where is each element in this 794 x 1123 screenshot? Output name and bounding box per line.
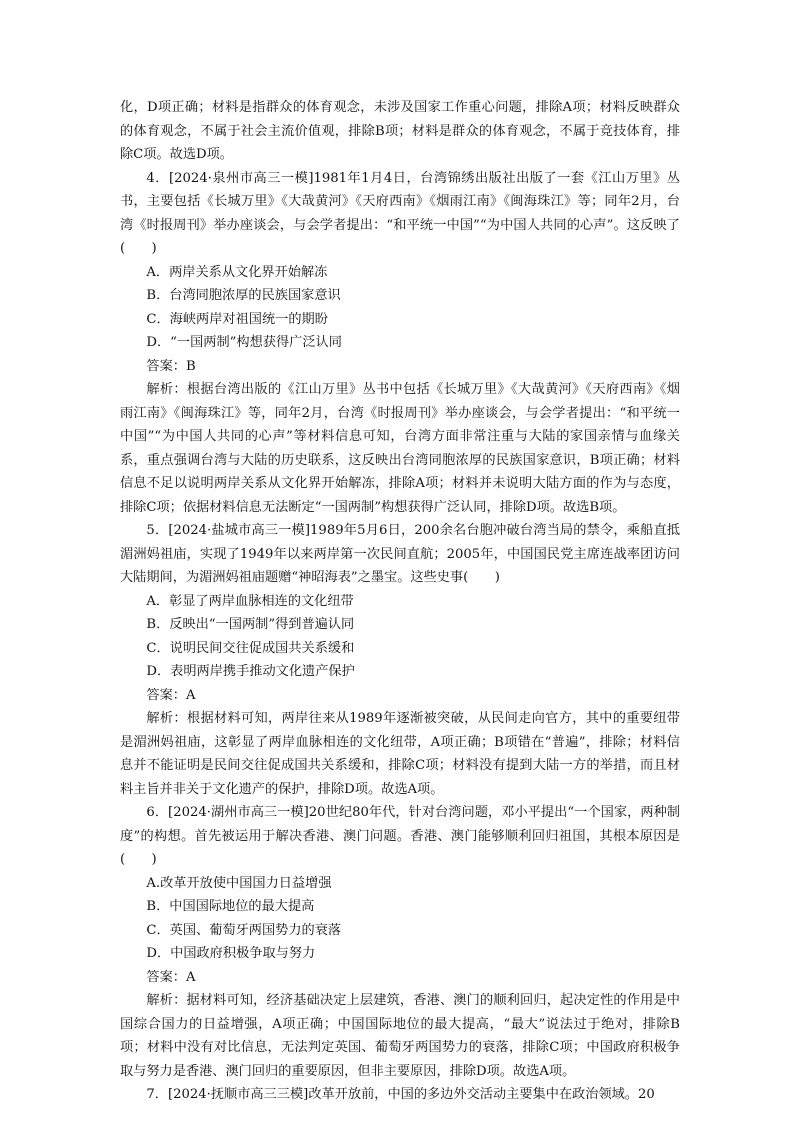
- question-stem: 4．[2024·泉州市高三一模]1981年1月4日，台湾锦绣出版社出版了一套《江山万里》丛书，主要包括《长城万里》《大哉黄河》《天府西南》《烟雨江南》《闽海珠江》等；同年2月，台湾《时报周刊》举办座谈会，与会学者提出：“和平统一中国”“为中国人共同的心声”。这反映了( ): [120, 170, 680, 256]
- question-stem: 5．[2024·盐城市高三一模]1989年5月6日，200余名台胞冲破台湾当局的禁令，乘船直抵湄洲妈祖庙，实现了1949年以来两岸第一次民间直航；2005年，中国国民党主席连战率团访问大陆期间，为湄洲妈祖庙题赠“神昭海表”之墨宝。这些史事( ): [120, 523, 680, 585]
- analysis-paragraph: 解析：根据材料可知，两岸往来从1989年逐渐被突破，从民间走向官方，其中的重要纽带是湄洲妈祖庙，这彰显了两岸血脉相连的文化纽带，A项正确；B项错在“普遍”，排除；材料信息并不能证明是民间交往促成国共关系缓和，排除C项；材料没有提到大陆一方的举措，而且材料主旨并非关于文化遗产的保护，排除D项。故选A项。: [120, 711, 680, 797]
- option-b: B．台湾同胞浓厚的民族国家意识: [146, 288, 341, 303]
- option-a: A．两岸关系从文化界开始解冻: [146, 264, 328, 280]
- question-7-stem: 7．[2024·抚顺市高三三模]改革开放前，中国的多边外交活动主要集中在政治领域。20: [146, 1087, 655, 1102]
- analysis-paragraph: 解析：根据台湾出版的《江山万里》丛书中包括《长城万里》《大哉黄河》《天府西南》《烟雨江南》《闽海珠江》等，同年2月，台湾《时报周刊》举办座谈会，与会学者提出：“和平统一中国”“为中国人共同的心声”等材料信息可知，台湾方面非常注重与大陆的家国亲情与血缘关系，重点强调台湾与大陆的历史联系，这反映出台湾同胞浓厚的民族国家意识，B项正确；材料信息不足以说明两岸关系从文化界开始解冻，排除A项；材料并未说明大陆方面的作为与态度，排除C项；依据材料信息无法断定“一国两制”构想获得广泛认同，排除D项。故选B项。: [120, 382, 680, 515]
- document-content: [120, 96, 680, 1107]
- analysis-paragraph: 解析：据材料可知，经济基础决定上层建筑，香港、澳门的顺利回归，起决定性的作用是中国综合国力的日益增强，A项正确；中国国际地位的最大提高，“最大”说法过于绝对，排除B项；材料中没有对比信息，无法判定英国、葡萄牙两国势力的衰落，排除C项；中国政府积极争取与努力是香港、澳门回归的重要原因，但非主要原因，排除D项。故选A项。: [120, 993, 680, 1079]
- option-d: D．“一国两制”构想获得广泛认同: [146, 335, 342, 350]
- option-c: C．英国、葡萄牙两国势力的衰落: [146, 922, 342, 938]
- option-b: B．中国国际地位的最大提高: [146, 899, 315, 914]
- continuation-paragraph: 化，D项正确；材料是指群众的体育观念，未涉及国家工作重心问题，排除A项；材料反映群众的体育观念，不属于社会主流价值观，排除B项；材料是群众的体育观念，不属于竞技体育，排除C项。故选D项。: [120, 100, 680, 162]
- answer-line: 答案：B: [146, 358, 196, 374]
- answer-line: 答案：A: [146, 687, 196, 703]
- option-a: A．彰显了两岸血脉相连的文化纽带: [146, 593, 354, 609]
- option-c: C．说明民间交往促成国共关系缓和: [146, 640, 355, 656]
- question-stem: 6．[2024·湖州市高三一模]20世纪80年代，针对台湾问题，邓小平提出“一个国家，两种制度”的构想。首先被运用于解决香港、澳门问题。香港、澳门能够顺利回归祖国，其根本原因是( ): [120, 805, 680, 867]
- option-d: D．中国政府积极争取与努力: [146, 946, 316, 961]
- option-d: D．表明两岸携手推动文化遗产保护: [146, 664, 355, 679]
- question-4: [120, 167, 680, 520]
- option-c: C．海峡两岸对祖国统一的期盼: [146, 311, 328, 327]
- answer-line: 答案：A: [146, 969, 196, 985]
- question-6: [120, 801, 680, 1083]
- option-b: B．反映出“一国两制”得到普遍认同: [146, 617, 355, 632]
- option-a: A.改革开放使中国国力日益增强: [146, 875, 332, 891]
- question-5: [120, 519, 680, 801]
